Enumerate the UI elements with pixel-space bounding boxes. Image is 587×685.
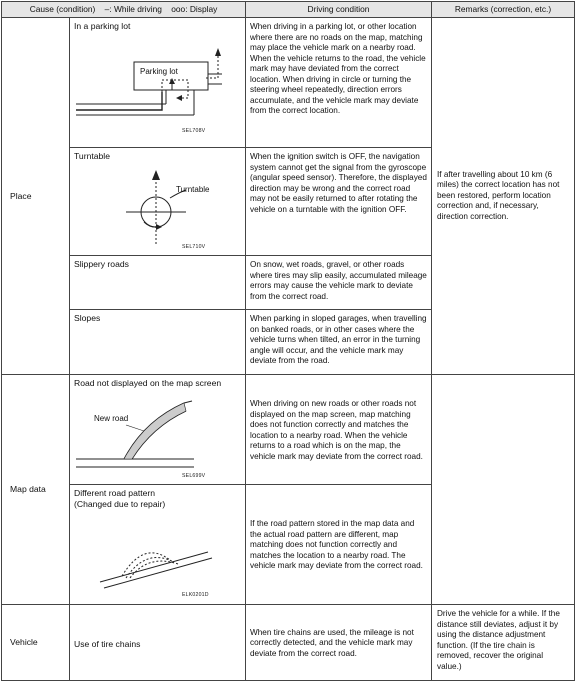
different-road-figure-code: ELK0201D (182, 592, 209, 598)
rotate-arrow-icon (156, 224, 162, 230)
turntable-label: Turntable (176, 185, 210, 194)
condition-table-sheet (1, 1, 575, 681)
new-road-shading (124, 403, 186, 459)
different-road-pattern-condition: If the road pattern stored in the map data and the actual road pattern are different, map matching does not function correctly and matches the location to a nearby road. The vehicle mark may deviate from the correct road. (246, 485, 432, 605)
table-row (2, 605, 575, 681)
table-row (2, 375, 575, 485)
road-not-displayed-cell (70, 375, 246, 485)
different-road-pattern-cell (70, 485, 246, 605)
table-row (2, 18, 575, 148)
tire-chains-condition: When tire chains are used, the mileage is not correctly detected, and the vehicle mark may deviate from the correct road. (246, 605, 432, 681)
category-vehicle: Vehicle (2, 605, 70, 681)
parking-lot-label: Parking lot (140, 67, 178, 76)
parking-lot-cell (70, 18, 246, 148)
different-road-diagram (74, 512, 242, 598)
turntable-diagram (74, 164, 242, 252)
turntable-title: Turntable (74, 151, 110, 161)
shared-remark: If after travelling about 10 km (6 miles) the correct location has not been restored, perform location correction and, if necessary, direction correction. (432, 18, 575, 375)
map-data-remark (432, 375, 575, 605)
header-cause: Cause (condition) (29, 4, 96, 15)
new-road-figure-code: SEL699V (182, 473, 206, 479)
tire-chains-title: Use of tire chains (74, 638, 141, 649)
tire-chains-remark: Drive the vehicle for a while. If the distance still deviates, adjust it by using the distance adjustment function. (If the tire chain is removed, recover the original value.) (432, 605, 575, 681)
turntable-cell (70, 148, 246, 256)
parking-lot-condition: When driving in a parking lot, or other location where there are no roads on the map, matching may place the vehicle mark on a nearby road. When the vehicle returns to the road, the vehicle mark may have deviated from the correct location. When driving in circle or turning the steering wheel repeatedly, direction errors accumulate, and the vehicle mark may deviate from the correct location. (246, 18, 432, 148)
slippery-roads-cell (70, 256, 246, 310)
header-cause-cell (2, 2, 246, 18)
slopes-title: Slopes (74, 313, 101, 323)
arrow-up-icon (152, 170, 160, 180)
road-not-displayed-condition: When driving on new roads or other roads not displayed on the map screen, map matching does not function correctly and matches the location to a nearby road. When the vehicle returns to a road which is on the map, the vehicle mark may deviate from the correct road. (246, 375, 432, 485)
arrow-left-icon (176, 95, 182, 101)
road-not-displayed-title: Road not displayed on the map screen (74, 378, 222, 388)
slopes-condition: When parking in sloped garages, when travelling on banked roads, or in other cases where the vehicle turns when tilted, an error in the turning angle will occur, and the vehicle mark may deviate from the road. (246, 310, 432, 375)
category-place: Place (2, 18, 70, 375)
table-header-row (2, 2, 575, 18)
new-road-diagram (74, 391, 242, 481)
turntable-figure-code: SEL710V (182, 244, 206, 250)
different-road-pattern-title: Different road pattern (74, 488, 156, 498)
parking-lot-diagram (74, 34, 242, 138)
turntable-condition: When the ignition switch is OFF, the navigation system cannot get the signal from the gyroscope (angular speed sensor). Therefore, the displayed direction may be wrong and the correct road may not be easily returned to after rotating the vehicle on a turntable with the ignition OFF. (246, 148, 432, 256)
header-legend-display: ooo: Display (171, 4, 218, 15)
slippery-roads-title: Slippery roads (74, 259, 129, 269)
category-map-data: Map data (2, 375, 70, 605)
navigation-error-table (1, 1, 575, 681)
header-remarks: Remarks (correction, etc.) (432, 2, 575, 18)
parking-lot-title: In a parking lot (74, 21, 131, 31)
slippery-roads-condition: On snow, wet roads, gravel, or other roads where tires may slip easily, accumulated mileage errors may cause the vehicle mark to deviate from the correct road. (246, 256, 432, 310)
arrow-up-icon (215, 48, 221, 56)
parking-lot-figure-code: SEL708V (182, 128, 206, 134)
header-legend-driving: –: While driving (104, 4, 162, 15)
arrow-up-icon (169, 78, 175, 84)
new-road-label: New road (94, 414, 129, 423)
header-driving-condition: Driving condition (246, 2, 432, 18)
tire-chains-cell (70, 605, 246, 681)
different-road-pattern-subtitle: (Changed due to repair) (74, 499, 166, 509)
slopes-cell (70, 310, 246, 375)
